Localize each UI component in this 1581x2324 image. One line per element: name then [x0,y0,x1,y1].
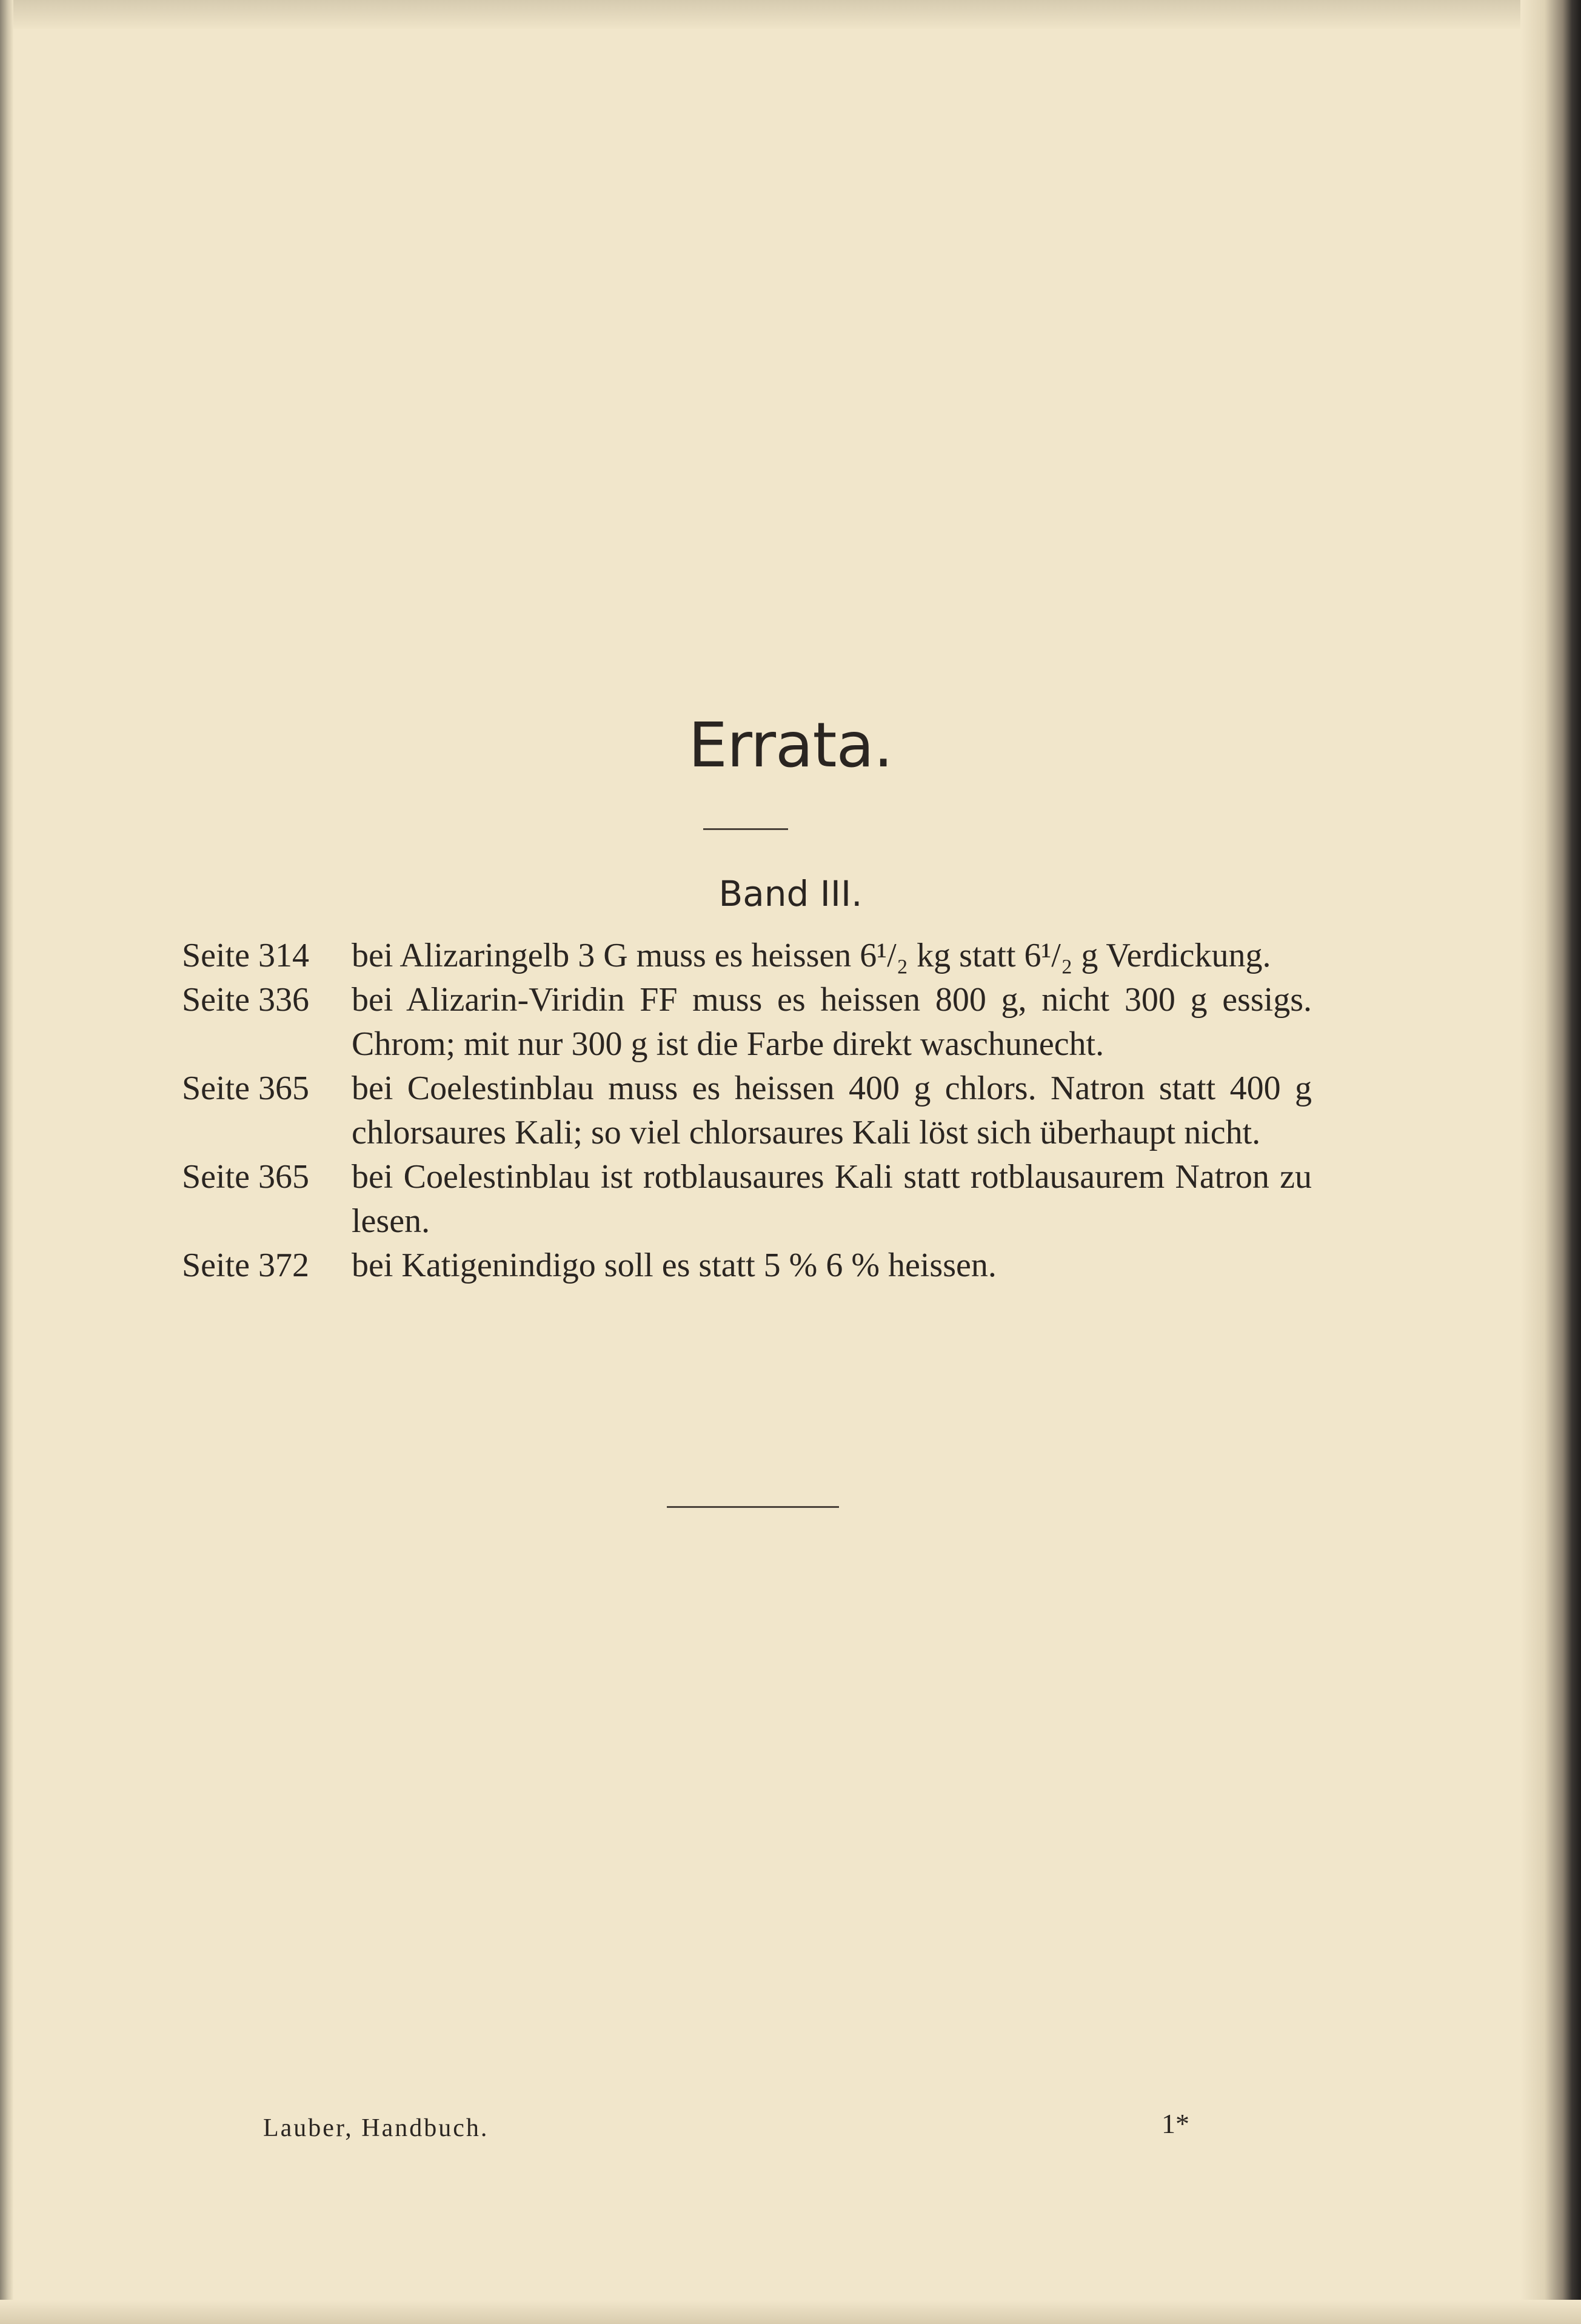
page-bottom-edge [0,2300,1581,2324]
book-cover-edge [1520,0,1581,2324]
volume-heading: Band III. [718,873,863,914]
correction-text: bei Coelestinblau ist rotblausaures Kali statt rotblausaurem Natron zu lesen. [352,1158,1312,1240]
errata-entry [182,1067,1312,1155]
correction-text: bei Katigenindigo soll es statt 5 % 6 % heissen. [352,1247,997,1284]
page-reference: Seite 365 [182,1158,309,1196]
page-reference: Seite 336 [182,981,309,1019]
page-reference: Seite 314 [182,937,309,974]
footer-page-mark: 1* [1162,2108,1189,2139]
errata-entry [182,1155,1312,1244]
page-reference: Seite 365 [182,1070,309,1107]
page-reference: Seite 372 [182,1247,309,1284]
page-top-edge [0,0,1581,29]
errata-list [182,934,1312,1288]
title-divider [703,828,788,830]
errata-entry [182,1244,1312,1288]
correction-text: bei Coelestinblau muss es heissen 400 g chlors. Natron statt 400 g chlorsaures Kali; so viel chlorsaures Kali löst sich überhaupt nicht. [352,1070,1312,1151]
page-binding-edge [0,0,13,2324]
footer-signature: Lauber, Handbuch. [263,2114,489,2142]
errata-entry [182,978,1312,1067]
correction-text: bei Alizarin-Viridin FF muss es heissen 800 g, nicht 300 g essigs. Chrom; mit nur 300 g ist die Farbe direkt waschunecht. [352,981,1312,1063]
errata-entry [182,934,1312,978]
end-divider [667,1506,839,1508]
correction-text: bei Alizaringelb 3 G muss es heissen 6¹/₂ kg statt 6¹/₂ g Verdickung. [352,937,1271,974]
page-title: Errata. [688,709,893,782]
